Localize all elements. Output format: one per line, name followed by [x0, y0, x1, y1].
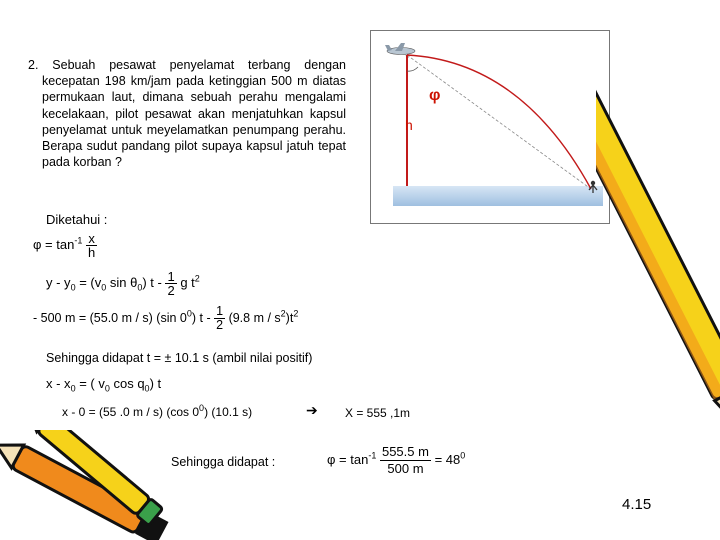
eq2-right: ) t - [142, 274, 162, 290]
eq4-mid-sub: 0 [104, 383, 110, 394]
eq2-left: y - y [46, 274, 71, 290]
final-degree: 0 [460, 450, 466, 461]
final-left: φ = tan [327, 451, 369, 467]
eq5-degree: 0 [199, 403, 205, 413]
eq2-denominator: 2 [167, 283, 175, 298]
eq1-left: φ = tan [33, 236, 75, 252]
final-denominator: 500 m [387, 461, 424, 476]
eq4-right: cos q [109, 376, 145, 391]
h-label: h [405, 117, 413, 133]
equation-vertical-motion [46, 270, 200, 297]
eq3-denominator: 2 [216, 318, 224, 332]
eq5-tail: ) (10.1 s) [204, 405, 253, 419]
drop-diagram [370, 30, 610, 224]
sea-surface [393, 186, 603, 206]
final-exponent: -1 [368, 450, 377, 461]
eq3-right: (9.8 m / s [228, 310, 281, 325]
eq3-left: - 500 m = (55.0 m / s) (sin 0 [33, 310, 187, 325]
equation-phi [33, 232, 97, 259]
implies-arrow-icon: ➔ [306, 402, 318, 418]
eq4-sub: 0 [70, 383, 76, 394]
pencil-right-icon [596, 0, 720, 540]
eq3-mid: ) t - [191, 310, 211, 325]
eq1-fraction [86, 232, 97, 259]
problem-statement [28, 57, 346, 170]
final-numerator: 555.5 m [381, 444, 429, 459]
final-right: = 48 [434, 451, 461, 467]
time-result: Sehingga didapat t = ± 10.1 s (ambil nilai positif) [46, 351, 313, 365]
eq2-mid: = (v [75, 274, 102, 290]
known-heading: Diketahui : [46, 212, 108, 227]
phi-label: φ [429, 87, 441, 104]
eq1-numerator: x [86, 232, 97, 246]
eq2-mid-sub: 0 [101, 282, 107, 293]
final-equation [327, 444, 465, 477]
problem-number: 2. [28, 58, 39, 72]
angle-arc [407, 67, 418, 71]
eq1-denominator: h [87, 245, 96, 260]
eq3-fraction [214, 305, 225, 332]
distance-answer: X = 555 ,1m [345, 406, 411, 420]
eq4-right-sub: 0 [144, 383, 150, 394]
equation-horizontal-motion [46, 376, 161, 394]
eq2-tail-exp: 2 [194, 273, 200, 284]
eq3-numerator: 1 [216, 304, 224, 318]
eq3-degree: 0 [186, 308, 192, 319]
eq2-sub: 0 [70, 282, 76, 293]
equation-distance [62, 403, 252, 419]
eq1-exponent: -1 [74, 235, 83, 246]
equation-substitution [33, 305, 298, 332]
eq5-main: x - 0 = (55 .0 m / s) (cos 0 [62, 405, 200, 419]
pencils-left-icon [0, 430, 175, 540]
problem-text: Sebuah pesawat penyelamat terbang dengan kecepatan 198 km/jam pada ketinggian 500 m diatas permukaan laut, dimana sebuah perahu mengalami kecelakaan, pilot pesawat akan menjatuhkan kapsul penyelamat untuk meyelamatkan penumpang perahu. Berapa sudut pandang pilot supaya kapsul jatuh tepat pada korban ? [42, 58, 346, 170]
page-number: 4.15 [622, 496, 652, 513]
eq2-tail: g t [180, 274, 195, 290]
eq4-mid: = ( v [75, 376, 105, 391]
sight-line [407, 55, 591, 189]
final-fraction [380, 444, 431, 477]
eq4-left: x - x [46, 376, 71, 391]
eq3-close-exp: 2 [293, 308, 299, 319]
final-label: Sehingga didapat : [171, 455, 276, 469]
eq3-close: )t [285, 310, 294, 325]
eq2-mid2: sin θ [106, 274, 138, 290]
eq2-numerator: 1 [167, 269, 175, 284]
eq2-mid2-sub: 0 [137, 282, 143, 293]
eq2-fraction [165, 270, 176, 297]
eq4-close: ) t [149, 376, 162, 391]
eq3-exponent: 2 [280, 308, 286, 319]
